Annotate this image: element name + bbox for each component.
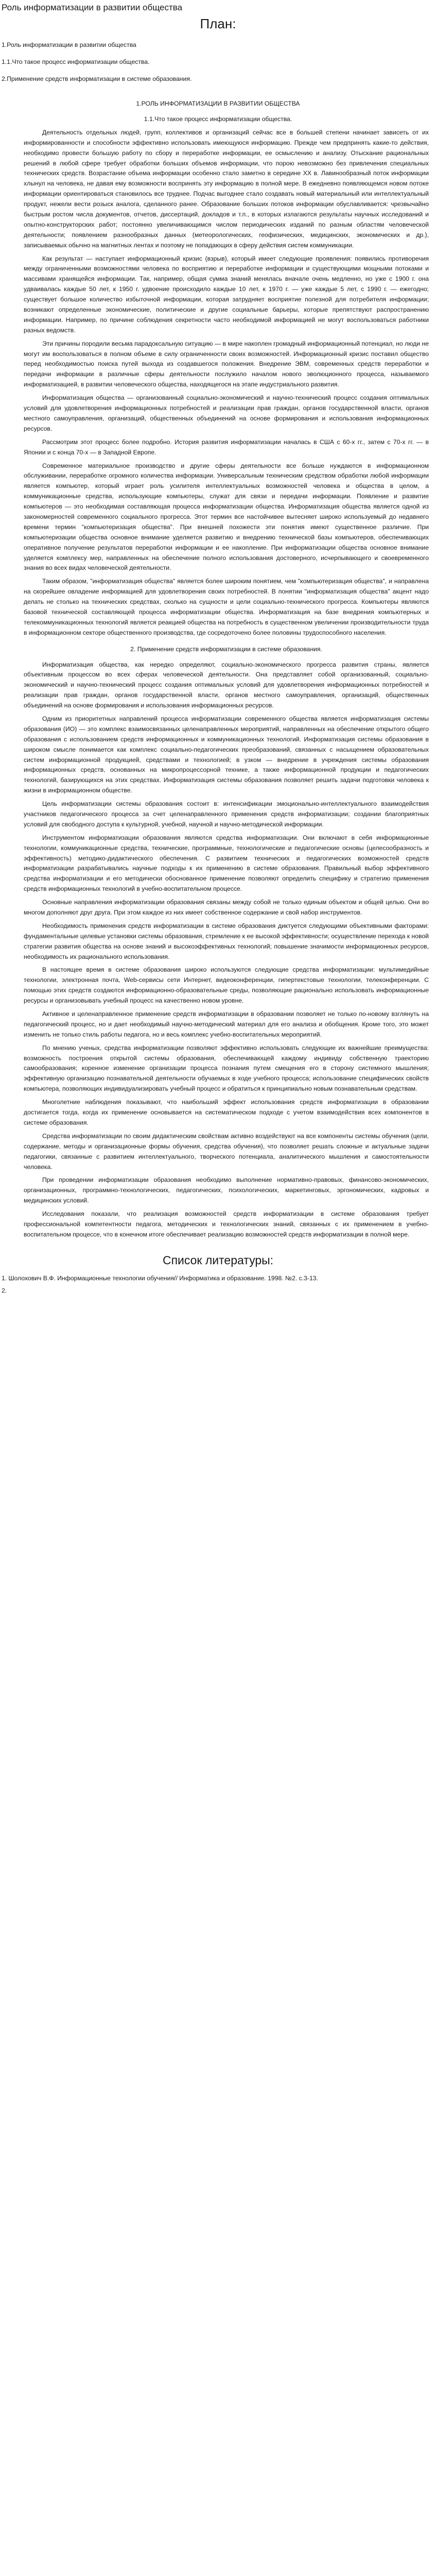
document-header: Роль информатизации в развитии общества <box>2 3 183 12</box>
literature-heading: Список литературы: <box>162 1253 274 1267</box>
paragraph: По мнению ученых, средства информатизации позволяют эффективно использовать следующие их важнейшие преимущества: возможность построения открытой системы образования, обеспечивающей каждому индивиду собственную траекторию самообразования; коренное изменение организации процесса познания путем смещения его в сторону системного мышления; эффективную организацию познавательной деятельности обучаемых в ходе учебного процесса; использование специфических свойств компьютера, позволяющих индивидуализировать учебный процесс и обратиться к принципиально новым познавательным средствам. <box>24 1044 429 1093</box>
literature-item <box>0 1286 436 1296</box>
paragraph: При проведении информатизации образования необходимо выполнение нормативно-правовых, финансово-экономических, организационных, программно-технологических, педагогических, психологических, маркетинговых, эргономических, кадровых и медицинских условий. <box>24 1176 429 1205</box>
literature-item-number: 2. <box>2 1287 7 1295</box>
paragraph: Активное и целенаправленное применение средств информатизации в образовании позволяет не только по-новому взглянуть на педагогический процесс, но и дает необходимый научно-методический материал для его анализа и обобщения. Кроме того, это может изменить не только стиль работы педагога, но и весь комплекс учебно-воспитательных мероприятий. <box>24 1010 429 1038</box>
paragraph: Исследования показали, что реализация возможностей средств информатизации в системе образования требует профессиональной компетентности педагога, методических и технологических знаний, связанных с их применением в учебно-воспитательном процессе, что в конечном итоге обеспечивает реализацию возможностей средств информатизации в полной мере. <box>24 1210 429 1238</box>
paragraph: Как результат — наступает информационный кризис (взрыв), который имеет следующие проявления: появились противоречия между ограниченными возможностями человека по восприятию и переработке информации и существующими мощными потоками и массивами хранящейся информации. Так, например, общая сумма знаний менялась вначале очень медленно, но уже с 1900 г. она удваивалась каждые 50 лет, к 1950 г. удвоение происходило каждые 10 лет, к 1970 г. — уже каждые 5 лет, с 1990 г. — ежегодно; существует большое количество избыточной информации, которая затрудняет восприятие полезной для потребителя информации; возникают определенные экономические, политические и другие социальные барьеры, которые препятствуют распространению информации. Например, по причине соблюдения секретности часто необходимой информацией не могут воспользоваться работники разных ведомств. <box>24 255 429 334</box>
literature-item <box>0 1274 436 1284</box>
paragraph: Информатизация общества, как нередко определяют, социально-экономического прогресса развития страны, является объективным процессом во всех сферах человеческой деятельности. Она представляет собой организованный, социально-экономический и научно-технический процесс создания оптимальных условий для удовлетворения информационных потребностей и реализации прав граждан, органов государственной власти, органов местного самоуправления, организаций, общественных объединений на основе формирования и использования информационных ресурсов. <box>24 660 429 709</box>
section-1-1-heading: 1.1.Что такое процесс информатизации общества. <box>144 115 292 123</box>
toc-item-1: 1.Роль информатизации в развитии общества <box>2 41 136 49</box>
paragraph: Средства информатизации по своим дидактическим свойствам активно воздействуют на все компоненты системы обучения (цели, содержание, методы и организационные формы обучения, средства обучения), что позволяет решать сложные и актуальные задачи педагогики, связанные с развитием интеллектуального, творческого потенциала, аналитического мышления и самостоятельности человека. <box>24 1132 429 1171</box>
paragraph: Многолетние наблюдения показывают, что наибольший эффект использования средств информатизации в образовании достигается тогда, когда их применение основывается на систематическом подходе с учетом взаимодействия всех компонентов в системе образования. <box>24 1098 429 1126</box>
paragraph: Рассмотрим этот процесс более подробно. История развития информатизации началась в США с 60-х гг., затем с 70-х гг. — в Японии и с конца 70-х — в Западной Европе. <box>24 438 429 456</box>
paragraph: Необходимость применения средств информатизации в системе образования диктуется следующими объективными факторами: фундаментальные целевые установки системы образования, стремление к ее высокой эффективности; осуществление перехода к новой стратегии развития общества на основе знаний и высокоэффективных технологий; повышение значимости информационных ресурсов, необходимость их рационального использования. <box>24 922 429 960</box>
section-2-heading: 2. Применение средств информатизации в системе образования. <box>130 645 322 653</box>
section-1-heading: 1.РОЛЬ ИНФОРМАТИЗАЦИИ В РАЗВИТИИ ОБЩЕСТВА <box>136 100 300 108</box>
paragraph: Информатизация общества — организованный социально-экономический и научно-технический процесс создания оптимальных условий для удовлетворения информационных потребностей и реализации прав граждан, органов государственной власти, органов местного самоуправления, организаций, общественных объединений на основе формирования и использования информационных ресурсов. <box>24 394 429 432</box>
table-of-contents <box>0 40 436 84</box>
toc-item-1-1: 1.1.Что такое процесс информатизации общества. <box>2 58 150 66</box>
paragraph: Цель информатизации системы образования состоит в: интенсификации эмоционально-интеллектуального взаимодействия участников педагогического процесса за счет целенаправленного применения средств информатизации; создании благоприятных условий для свободного доступа к культурной, учебной, научной и научно-методической информации. <box>24 800 429 828</box>
literature-item-number: 1. <box>2 1275 7 1282</box>
paragraph: Таким образом, "информатизация общества" является более широким понятием, чем "компьютеризация общества", и направлена на скорейшее овладение информацией для удовлетворения своих потребностей. В понятии "информатизация общества" акцент надо делать не столько на технических средствах, сколько на сущности и цели социально-технического прогресса. Компьютеры являются базовой технической составляющей процесса информатизации общества. Информатизация на базе внедрения компьютерных и телекоммуникационных технологий является реакцией общества на потребность в существенном увеличении производительности труда в информационном секторе общественного производства, где сосредоточено более половины трудоспособного населения. <box>24 578 429 636</box>
plan-heading: План: <box>200 16 236 32</box>
paragraph: Деятельность отдельных людей, групп, коллективов и организаций сейчас все в большей степени начинает зависеть от их информированности и способности эффективно использовать имеющуюся информацию. Прежде чем предпринять какие-то действия, необходимо провести большую работу по сбору и переработке информации, ее осмыслению и анализу. Отыскание рациональных решений в любой сфере требует обработки больших объемов информации, что порою невозможно без привлечения специальных технических средств. Возрастание объема информации особенно стало заметно в середине XX в. Лавинообразный поток информации хлынул на человека, не давая ему возможности воспринять эту информацию в полной мере. В ежедневно появляющемся новом потоке информации ориентироваться становилось все труднее. Подчас выгоднее стало создавать новый материальный или интеллектуальный продукт, нежели вести розыск аналога, сделанного ранее. Образование больших потоков информации обуславливается: чрезвычайно быстрым ростом числа документов, отчетов, диссертаций, докладов и т.п., в которых излагаются результаты научных исследований и опытно-конструкторских работ; постоянно увеличивающимся числом периодических изданий по разным областям человеческой деятельности; появлением разнообразных данных (метеорологических, геофизических, медицинских, экономических и др.), записываемых обычно на магнитных лентах и поэтому не попадающих в сферу действия систем коммуникации. <box>24 128 429 249</box>
literature-list <box>0 1274 436 1296</box>
section-1-body <box>0 128 436 1240</box>
paragraph: Эти причины породили весьма парадоксальную ситуацию — в мире накоплен громадный информационный потенциал, но люди не могут им воспользоваться в полном объеме в силу ограниченности своих возможностей. Информационный кризис поставил общество перед необходимостью поиска путей выхода из создавшегося положения. Внедрение ЭВМ, современных средств переработки и передачи информации в различные сферы деятельности послужило началом нового эволюционного процесса, называемого информатизацией, в развитии человеческого общества, находящегося на этапе индустриального развития. <box>24 340 429 388</box>
paragraph: Современное материальное производство и другие сферы деятельности все больше нуждаются в информационном обслуживании, переработке огромного количества информации. Универсальным техническим средством обработки любой информации является компьютер, который играет роль усилителя интеллектуальных возможностей человека и общества в целом, а коммуникационные средства, использующие компьютеры, служат для связи и передачи информации. Появление и развитие компьютеров — это необходимая составляющая процесса информатизации общества. Информатизация общества является одной из закономерностей современного социального прогресса. Этот термин все настойчивее вытесняет широко используемый до недавнего времени термин "компьютеризация общества". При внешней похожести эти понятия имеют существенное различие. При компьютеризации общества основное внимание уделяется развитию и внедрению технической базы компьютеров, обеспечивающих оперативное получение результатов переработки информации и ее накопление. При информатизации общества основное внимание уделяется комплексу мер, направленных на обеспечение полного использования достоверного, исчерпывающего и своевременного знания во всех видах человеческой деятельности. <box>24 462 429 572</box>
toc-item-2: 2.Применение средств информатизации в системе образования. <box>2 75 192 83</box>
paragraph: Инструментом информатизации образования являются средства информатизации. Они включают в себя информационные технологии, коммуникационные средства, технические, программные, технологические и педагогические основы (целесообразность и эффективность) методико-дидактического обеспечения. С развитием технических и педагогических возможностей средств информатизации разрабатывались научные подходы к их применению в системе образования. Правильный выбор эффективного средства информатизации и его методически обоснованное применение позволяют определить специфику и стратегию применения средств информационных технологий в учебно-воспитательном процессе. <box>24 834 429 893</box>
paragraph: Одним из приоритетных направлений процесса информатизации современного общества является информатизация системы образования (ИО) — это комплекс взаимосвязанных целенаправленных мероприятий, направленных на обеспечение открытого общего образования с использованием средств информационных и коммуникационных технологий. Информатизация системы образования в широком смысле понимается как комплекс социально-педагогических преобразований, связанных с насыщением образовательных систем информационной продукцией, средствами и технологией; в узком — внедрение в учреждения системы образования информационных средств, основанных на микропроцессорной технике, а также информационной продукции и педагогических технологий, базирующихся на этих средствах. Информатизация системы образования позволяет решить задачи подготовки человека к жизни в информационном обществе. <box>24 715 429 794</box>
paragraph: Основные направления информатизации образования связаны между собой не только единым объектом и общей целью. Они во многом дополняют друг друга. При этом каждое из них имеет собственное содержание и свой набор инструментов. <box>24 899 429 917</box>
literature-item-text: Шолохович В.Ф. Информационные технологии обучения// Информатика и образование. 1998. №2. с.3-13. <box>8 1275 318 1282</box>
paragraph: В настоящее время в системе образования широко используются следующие средства информатизации: мультимедийные технологии, электронная почта, Web-сервисы сети Интернет, видеоконференции, гипертекстовые технологии, телеконференции. С помощью этих средств создаются информационно-образовательные среды, позволяющие рационально использовать информационные ресурсы и организовывать учебный процесс на качественно новом уровне. <box>24 966 429 1005</box>
